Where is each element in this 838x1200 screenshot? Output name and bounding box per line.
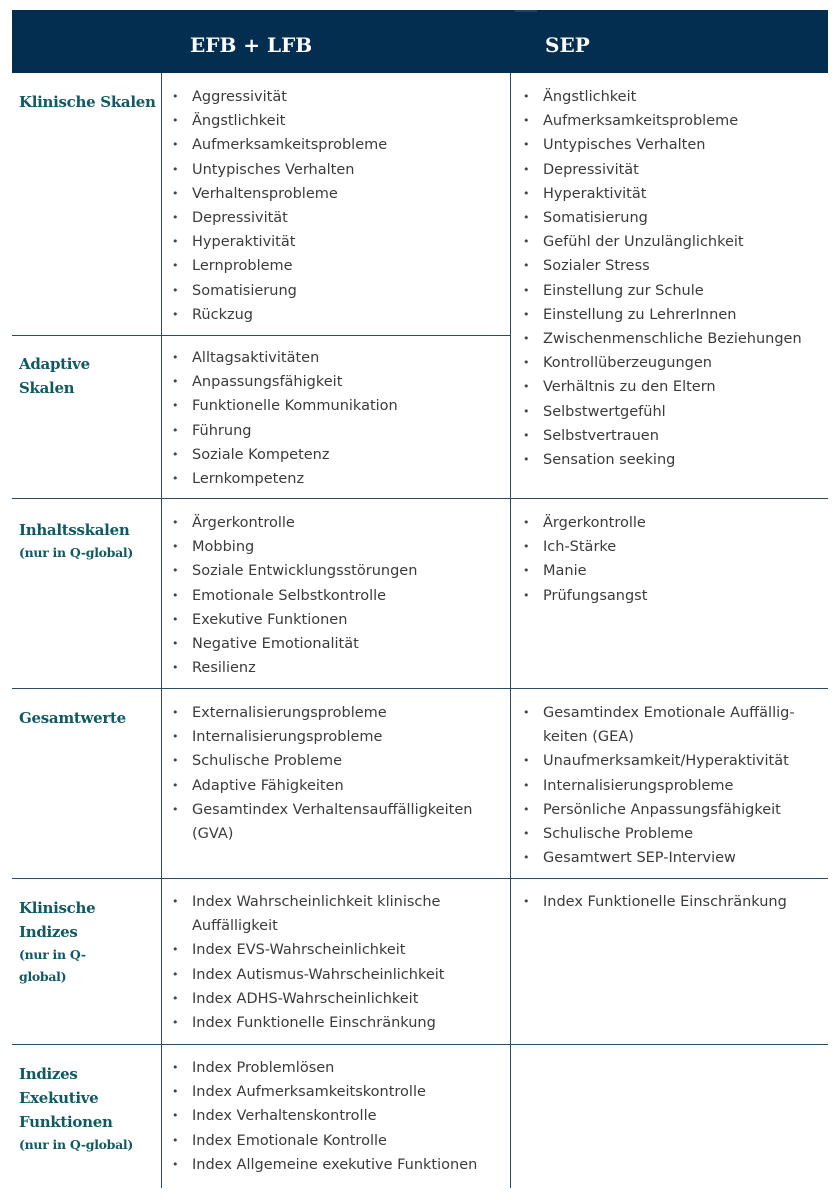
- list-item: • Index Problemlösen: [172, 1056, 506, 1080]
- list-item: • Verhaltensprobleme: [172, 182, 506, 206]
- list-row4-sep: [523, 701, 813, 870]
- list-item: • Selbstwertgefühl: [523, 400, 825, 424]
- list-item: • Index Emotionale Kontrolle: [172, 1129, 506, 1153]
- list-item: • Index Allgemeine exekutive Funktionen: [172, 1153, 506, 1177]
- row-label-indizes-exekutive: Indizes Exekutive Funktionen (nur in Q-global): [19, 1062, 161, 1156]
- list-item: • Zwischenmenschliche Beziehungen: [523, 327, 825, 351]
- list-item: • Index Verhaltenskontrolle: [172, 1104, 506, 1128]
- list-item: • Depressivität: [523, 158, 825, 182]
- list-item: • Ängstlichkeit: [172, 109, 506, 133]
- divider-row-1: [12, 335, 511, 336]
- list-item: • Index Funktionelle Einschränkung: [523, 890, 825, 914]
- header-col-sep: SEP: [545, 33, 590, 57]
- divider-row-2: [12, 498, 828, 499]
- divider-vertical-right: [510, 73, 511, 1188]
- list-item: • Internalisierungsprobleme: [172, 725, 506, 749]
- list-item: • Gesamtindex Verhaltensauffälligkeiten (GVA): [172, 798, 506, 846]
- list-row3-efb: [172, 511, 506, 680]
- list-row6-efb: [172, 1056, 506, 1177]
- list-item: • Index Funktionelle Einschränkung: [172, 1011, 472, 1035]
- list-item: • Rückzug: [172, 303, 506, 327]
- row-label-klinische-skalen: Klinische Skalen: [19, 93, 156, 111]
- list-item: • Gefühl der Unzulänglichkeit: [523, 230, 825, 254]
- row-label-klinische-indizes: Klinische Indizes (nur in Q-global): [19, 896, 109, 988]
- header-col-efb-lfb: EFB + LFB: [190, 33, 313, 57]
- list-item: • Ängstlichkeit: [523, 85, 825, 109]
- list-item: • Kontrollüberzeugungen: [523, 351, 825, 375]
- list-item: • Somatisierung: [523, 206, 825, 230]
- list-row4-efb: [172, 701, 506, 846]
- row-sublabel-klinische-indizes: (nur in Q-global): [19, 947, 86, 984]
- list-item: • Prüfungsangst: [523, 584, 825, 608]
- list-item: • Externalisierungsprobleme: [172, 701, 506, 725]
- divider-row-3: [12, 688, 828, 689]
- list-item: • Aufmerksamkeitsprobleme: [523, 109, 825, 133]
- list-item: • Manie: [523, 559, 825, 583]
- list-item: • Aufmerksamkeitsprobleme: [172, 133, 506, 157]
- list-item: • Alltagsaktivitäten: [172, 346, 506, 370]
- list-item: • Ich-Stärke: [523, 535, 825, 559]
- header-tick: [515, 10, 537, 12]
- list-item: • Hyperaktivität: [172, 230, 506, 254]
- list-item: • Einstellung zur Schule: [523, 279, 825, 303]
- list-row5-sep: [523, 890, 825, 914]
- list-item: • Unaufmerksamkeit/Hyperaktivität: [523, 749, 813, 773]
- list-row5-efb: [172, 890, 472, 1035]
- list-item: • Einstellung zu LehrerInnen: [523, 303, 825, 327]
- list-item: • Resilienz: [172, 656, 506, 680]
- list-item: • Persönliche Anpassungsfähigkeit: [523, 798, 813, 822]
- list-item: • Soziale Kompetenz: [172, 443, 506, 467]
- list-item: • Index EVS-Wahrscheinlichkeit: [172, 938, 472, 962]
- divider-row-4: [12, 878, 828, 879]
- list-item: • Gesamtwert SEP-Interview: [523, 846, 813, 870]
- list-item: • Hyperaktivität: [523, 182, 825, 206]
- list-item: • Exekutive Funktionen: [172, 608, 506, 632]
- list-item: • Funktionelle Kommunikation: [172, 394, 506, 418]
- row-label-adaptive-skalen: Adaptive Skalen: [19, 355, 90, 397]
- list-item: • Emotionale Selbstkontrolle: [172, 584, 506, 608]
- list-item: • Sozialer Stress: [523, 254, 825, 278]
- list-item: • Somatisierung: [172, 279, 506, 303]
- list-item: • Schulische Probleme: [523, 822, 813, 846]
- list-item: • Untypisches Verhalten: [172, 158, 506, 182]
- list-item: • Soziale Entwicklungsstörungen: [172, 559, 506, 583]
- list-item: • Index Autismus-Wahrscheinlichkeit: [172, 963, 472, 987]
- list-item: • Depressivität: [172, 206, 506, 230]
- divider-vertical-left: [161, 73, 162, 1188]
- list-item: • Lernprobleme: [172, 254, 506, 278]
- row-label-gesamtwerte: Gesamtwerte: [19, 709, 126, 727]
- divider-row-5: [12, 1044, 828, 1045]
- list-item: • Ärgerkontrolle: [172, 511, 506, 535]
- list-row3-sep: [523, 511, 825, 608]
- list-item: • Adaptive Fähigkeiten: [172, 774, 506, 798]
- list-item: • Negative Emotionalität: [172, 632, 506, 656]
- list-item: • Selbstvertrauen: [523, 424, 825, 448]
- list-item: • Verhältnis zu den Eltern: [523, 375, 825, 399]
- list-item: • Gesamtindex Emotionale Auffälligkeiten (GEA): [523, 701, 813, 749]
- list-item: • Aggressivität: [172, 85, 506, 109]
- list-item: • Sensation seeking: [523, 448, 825, 472]
- list-item: • Index ADHS-Wahrscheinlichkeit: [172, 987, 472, 1011]
- list-item: • Index Aufmerksamkeitskontrolle: [172, 1080, 506, 1104]
- row-label-inhaltsskalen: Inhaltsskalen (nur in Q-global): [19, 518, 159, 564]
- table-header: [12, 10, 828, 73]
- list-item: • Index Wahrscheinlichkeit klinische Auffälligkeit: [172, 890, 472, 938]
- list-row2-efb: [172, 346, 506, 491]
- list-item: • Lernkompetenz: [172, 467, 506, 491]
- list-row1-efb: [172, 85, 506, 327]
- row-sublabel-inhaltsskalen: (nur in Q-global): [19, 545, 133, 560]
- list-item: • Führung: [172, 419, 506, 443]
- row-sublabel-indizes-exekutive: (nur in Q-global): [19, 1137, 133, 1152]
- list-item: • Untypisches Verhalten: [523, 133, 825, 157]
- list-item: • Schulische Probleme: [172, 749, 506, 773]
- list-row1-sep: [523, 85, 825, 472]
- list-item: • Mobbing: [172, 535, 506, 559]
- list-item: • Anpassungsfähigkeit: [172, 370, 506, 394]
- list-item: • Internalisierungsprobleme: [523, 774, 813, 798]
- list-item: • Ärgerkontrolle: [523, 511, 825, 535]
